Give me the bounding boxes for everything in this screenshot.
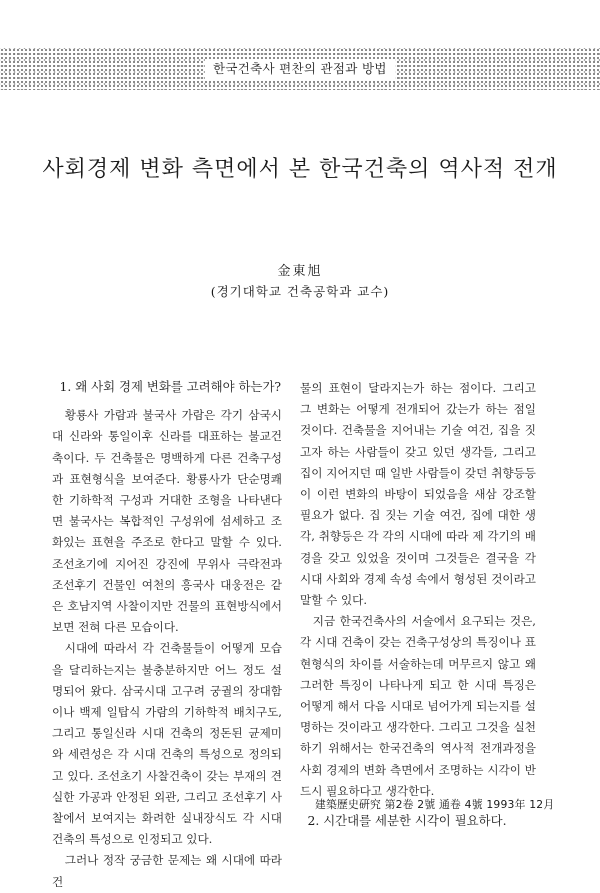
author-affiliation: (경기대학교 건축공학과 교수) xyxy=(210,284,390,299)
body-paragraph: 지금 한국건축사의 서술에서 요구되는 것은, 각 시대 건축이 갖는 건축구성상의 특징이나 표현형식의 차이를 서술하는데 머무르지 않고 왜 그러한 특징이 나타나게 되고 한 시대 특징은 어떻게 해서 다음 시대로 넘어가게 되는지를 설명하는 것이라고 생각한다. 그리고 그것을 실천하기 위해서는 한국건축의 역사적 전개과정을 사회 경제의 변화 측면에서 조명하는 시각이 반드시 필요하다고 생각한다. xyxy=(300,614,536,798)
article-title: 사회경제 변화 측면에서 본 한국건축의 역사적 전개 xyxy=(42,157,558,182)
journal-footer: 建築歷史硏究 第2卷 2號 通卷 4號 1993年 12月 xyxy=(315,798,555,811)
section-2-heading: 2. 시간대를 세분한 시각이 필요하다. xyxy=(307,813,507,829)
left-column xyxy=(52,376,282,893)
body-paragraph: 시대에 따라서 각 건축물들이 어떻게 모습을 달리하는지는 불충분하지만 어느 정도 설명되어 왔다. 삼국시대 고구려 궁궐의 장대함이나 백제 일탑식 가람의 기하학적 배치구도, 그리고 통일신라 시대 건축의 정돈된 균제미와 세련성은 각 시대 건축의 특성으로 정의되고 있다. 조선초기 사찰건축이 갖는 부재의 견실한 가공과 안정된 외관, 그리고 조선후기 사찰에서 보여지는 화려한 실내장식도 각 시대 건축의 특성으로 인정되고 있다. xyxy=(52,641,282,847)
body-paragraph: 황룡사 가람과 불국사 가람은 각기 삼국시대 신라와 통일이후 신라를 대표하는 불교건축이다. 두 건축물은 명백하게 다른 건축구성과 표현형식을 보여준다. 황룡사가 단순명쾌한 기하학적 구성과 거대한 조형을 나타낸다면 불국사는 복합적인 구성위에 섬세하고 조화있는 표현을 주조로 한다고 말할 수 있다. 조선초기에 지어진 강진에 무위사 극락전과 조선후기 건물인 여천의 흥국사 대웅전은 같은 호남지역 사찰이지만 건물의 표현방식에서 보면 전혀 다른 모습이다. xyxy=(52,408,282,635)
series-label: 한국건축사 편찬의 관점과 방법 xyxy=(205,59,395,79)
right-column xyxy=(300,378,536,839)
author-name: 金東旭 xyxy=(277,264,323,279)
body-paragraph: 그러나 정작 궁금한 문제는 왜 시대에 따라 건 xyxy=(52,853,282,889)
section-1-heading: 1. 왜 사회 경제 변화를 고려해야 하는가? xyxy=(59,379,282,394)
body-paragraph: 물의 표현이 달라지는가 하는 점이다. 그리고 그 변화는 어떻게 전개되어 갔는가 하는 점일 것이다. 건축물을 지어내는 기술 여건, 집을 짓고자 하는 사람들이 갖고 있던 생각들, 그리고 집이 지어지던 때 일반 사람들이 갖던 취향등등이 이런 변화의 바탕이 되었음을 새삼 강조할 필요가 없다. 집 짓는 기술 여건, 집에 대한 생각, 취향등은 각 각의 시대에 따라 제 각기의 배경을 갖고 있었을 것이며 그것들은 결국을 각 시대 사회와 경제 속성 속에서 형성된 것이라고 말할 수 있다. xyxy=(300,381,536,608)
